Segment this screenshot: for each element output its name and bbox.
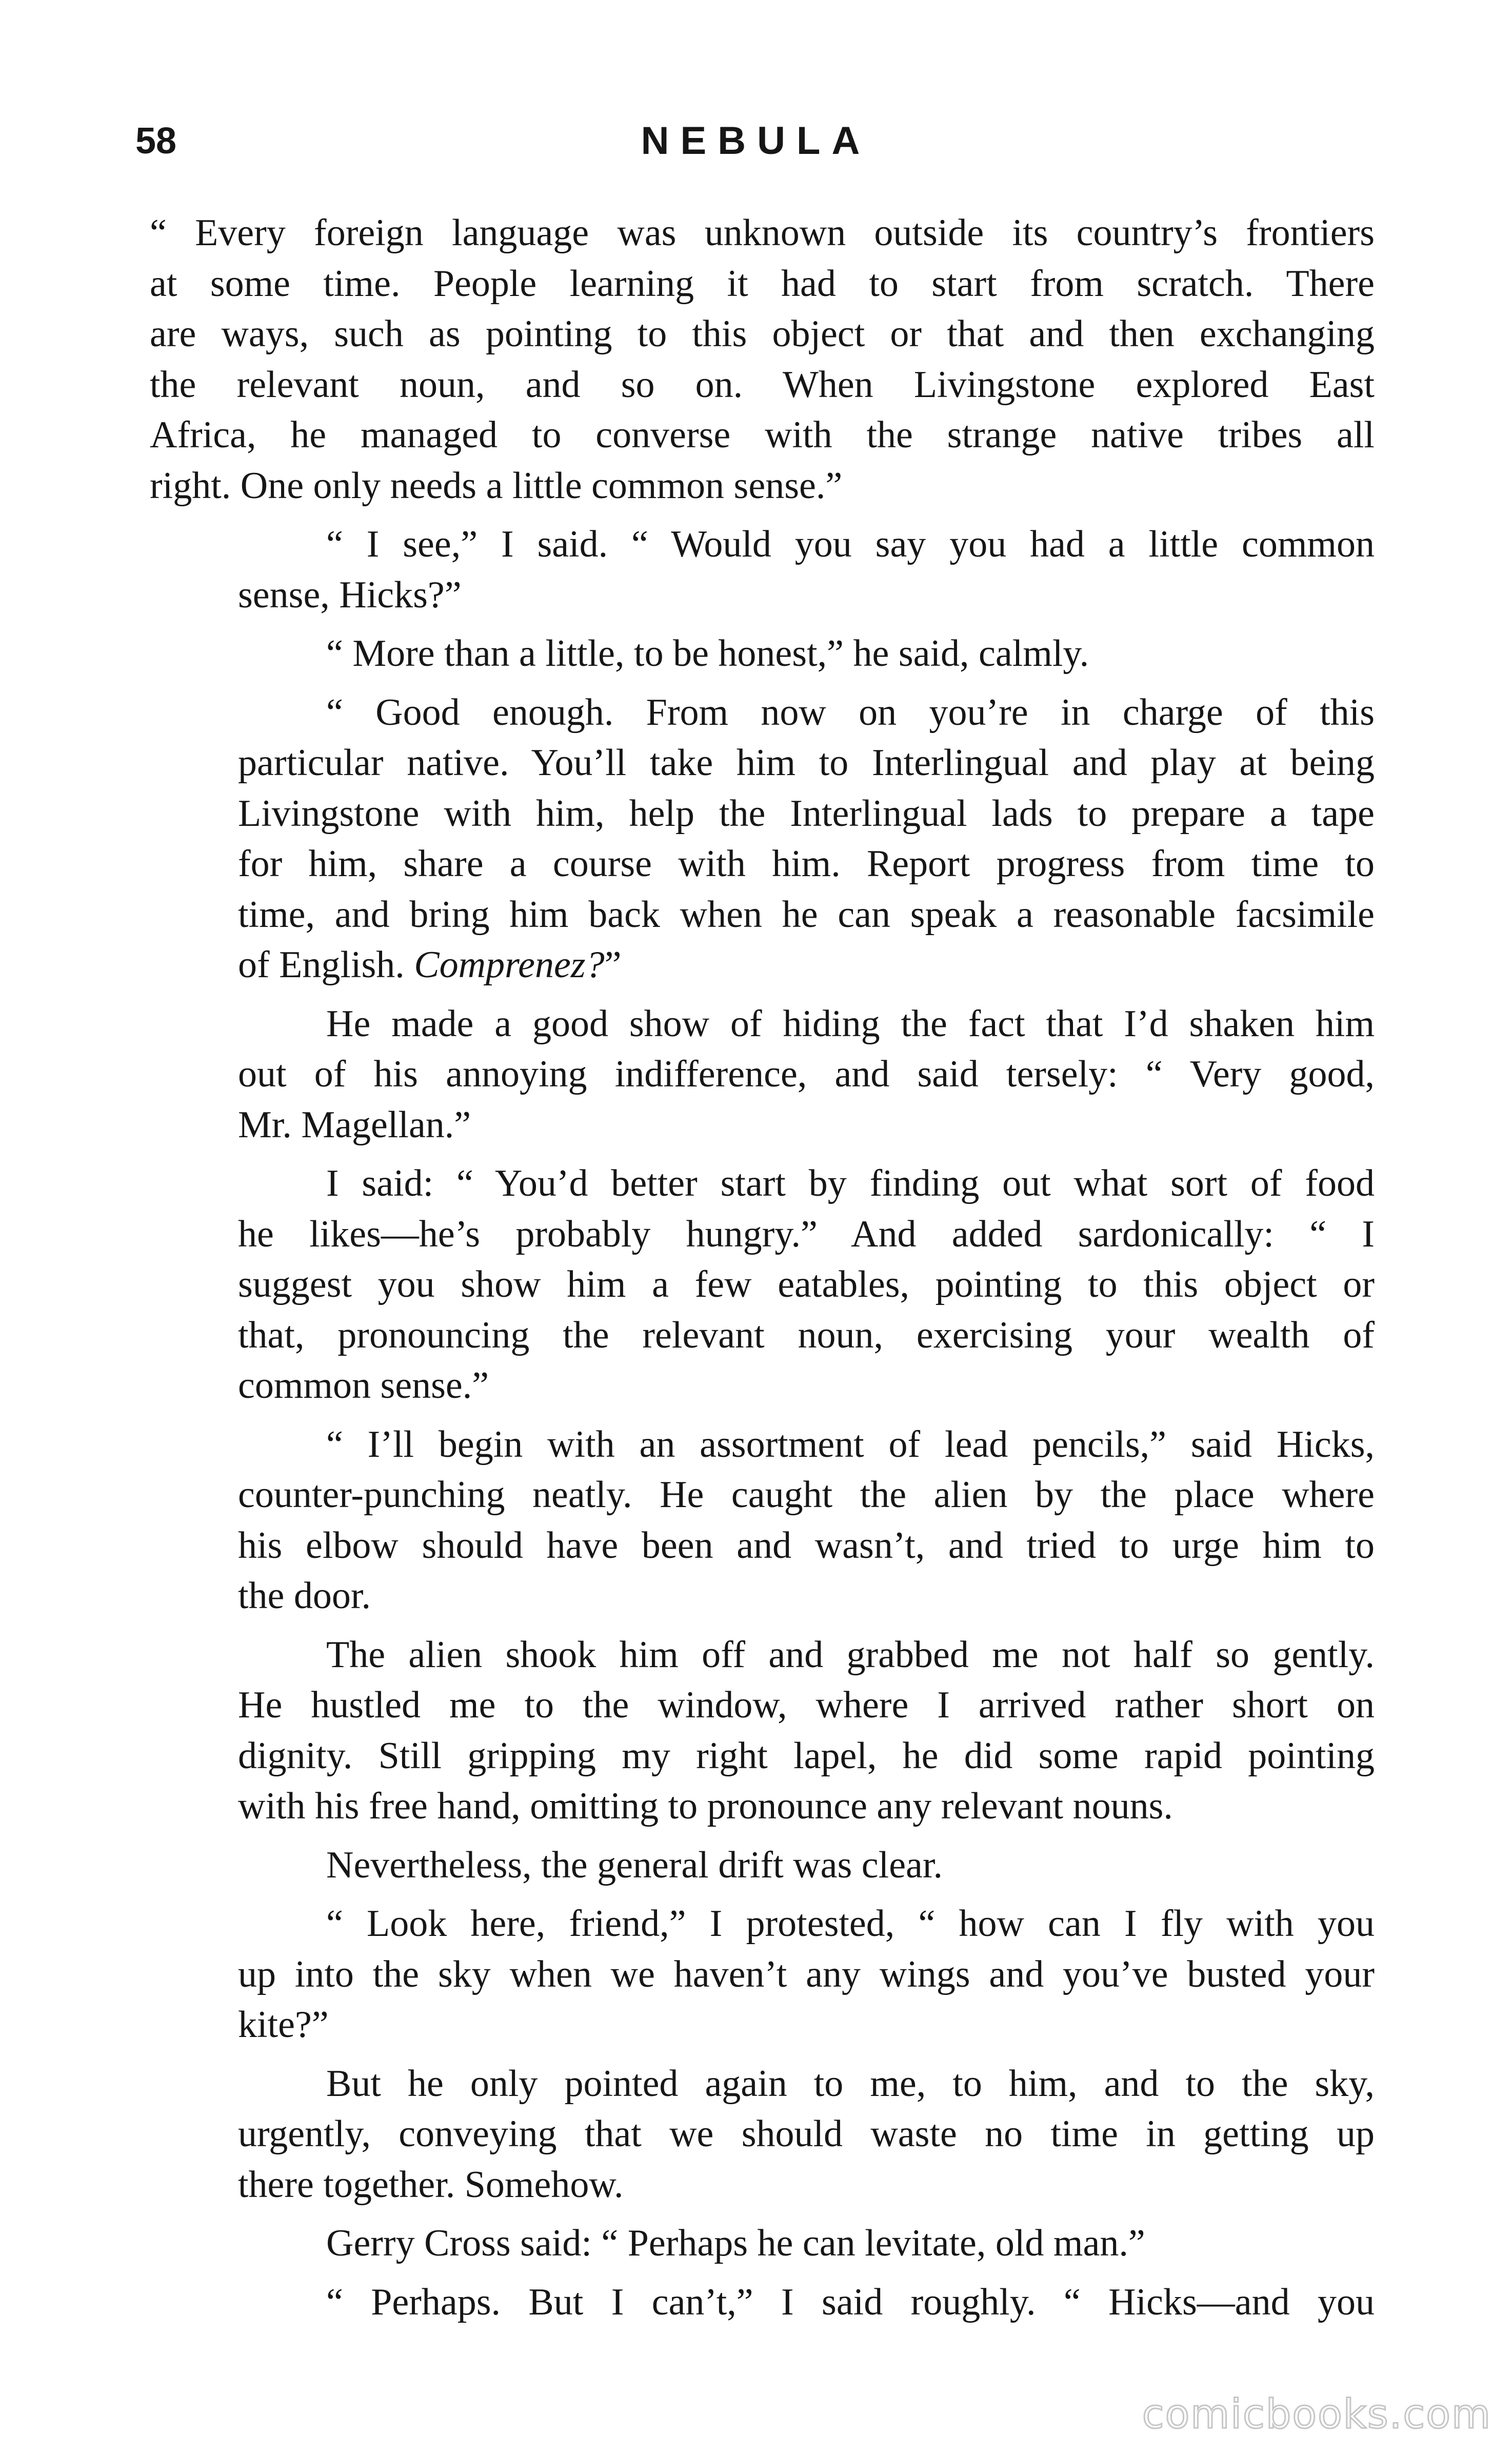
paragraph [150, 628, 1375, 679]
paragraph [150, 1158, 1375, 1411]
text-line: up into the sky when we haven’t any wings and you’ve busted your [238, 1953, 1375, 1995]
text-line: out of his annoying indifference, and said tersely: “ Very good, [238, 1053, 1375, 1095]
text-line: particular native. You’ll take him to Interlingual and play at being [238, 742, 1375, 784]
text-line: time, and bring him back when he can speak a reasonable facsimile [238, 893, 1375, 936]
text-line: that, pronouncing the relevant noun, exercising your wealth of [238, 1314, 1375, 1356]
text-line: his elbow should have been and wasn’t, and tried to urge him to [238, 1524, 1375, 1567]
text-line: “ I’ll begin with an assortment of lead pencils,” said Hicks, [326, 1423, 1375, 1466]
text-line: “ Every foreign language was unknown outside its country’s frontiers [150, 212, 1375, 254]
text-line: suggest you show him a few eatables, pointing to this object or [238, 1263, 1375, 1305]
text-line: “ More than a little, to be honest,” he said, calmly. [326, 632, 1089, 675]
text-line: He hustled me to the window, where I arrived rather short on [238, 1684, 1375, 1726]
text-line: he likes—he’s probably hungry.” And added sardonically: “ I [238, 1213, 1375, 1255]
watermark-logo: comicbooks.com [1142, 2391, 1491, 2438]
paragraph [150, 2218, 1375, 2269]
paragraph [150, 999, 1375, 1151]
text-line: Gerry Cross said: “ Perhaps he can levitate, old man.” [326, 2222, 1145, 2264]
paragraph [150, 208, 1375, 511]
text-line: dignity. Still gripping my right lapel, he did some rapid pointing [238, 1734, 1375, 1777]
paragraph [150, 1630, 1375, 1832]
text-line: urgently, conveying that we should waste no time in getting up [238, 2113, 1375, 2155]
text-line: kite?” [238, 2004, 329, 2046]
paragraph [150, 2277, 1375, 2328]
italic-word: Comprenez? [414, 944, 605, 986]
text-line: Mr. Magellan.” [238, 1103, 471, 1146]
paragraph [150, 519, 1375, 620]
text-line: the relevant noun, and so on. When Livingstone explored East [150, 363, 1375, 406]
page-number: 58 [135, 121, 177, 162]
text-line: He made a good show of hiding the fact that I’d shaken him [326, 1002, 1375, 1045]
text-line: the door. [238, 1575, 371, 1617]
text-line: Livingstone with him, help the Interlingual lads to prepare a tape [238, 792, 1375, 835]
text-line: “ I see,” I said. “ Would you say you had a little common [326, 523, 1375, 565]
text-line: “ Look here, friend,” I protested, “ how can I fly with you [326, 1903, 1375, 1945]
text-line: common sense.” [238, 1364, 489, 1407]
running-head [135, 110, 1371, 172]
text-line: with his free hand, omitting to pronounce any relevant nouns. [238, 1785, 1173, 1827]
text-line: Africa, he managed to converse with the strange native tribes all [150, 414, 1375, 456]
text-line: sense, Hicks?” [238, 573, 462, 616]
text-line: “ Good enough. From now on you’re in charge of this [326, 691, 1375, 734]
text-line: Nevertheless, the general drift was clear. [326, 1844, 943, 1886]
text-line: for him, share a course with him. Report progress from time to [238, 843, 1375, 885]
text-line: But he only pointed again to me, to him, and to the sky, [326, 2062, 1375, 2105]
paragraph [150, 1898, 1375, 2050]
text-line: counter-punching neatly. He caught the alien by the place where [238, 1474, 1375, 1516]
text-line: I said: “ You’d better start by finding out what sort of food [326, 1162, 1375, 1204]
text-line: right. One only needs a little common sense.” [150, 464, 843, 507]
text-line: “ Perhaps. But I can’t,” I said roughly. “ Hicks—and you [326, 2281, 1375, 2323]
text-line: are ways, such as pointing to this object or that and then exchanging [150, 313, 1375, 355]
text-body [150, 208, 1375, 2327]
paragraph [150, 1419, 1375, 1621]
text-line: The alien shook him off and grabbed me not half so gently. [326, 1633, 1375, 1676]
book-title: NEBULA [641, 119, 871, 163]
paragraph [150, 2059, 1375, 2210]
text-line: at some time. People learning it had to start from scratch. There [150, 262, 1375, 305]
text-line: there together. Somehow. [238, 2163, 624, 2206]
paragraph [150, 687, 1375, 991]
paragraph [150, 1840, 1375, 1891]
text-line: of English. Comprenez?” [238, 944, 622, 986]
